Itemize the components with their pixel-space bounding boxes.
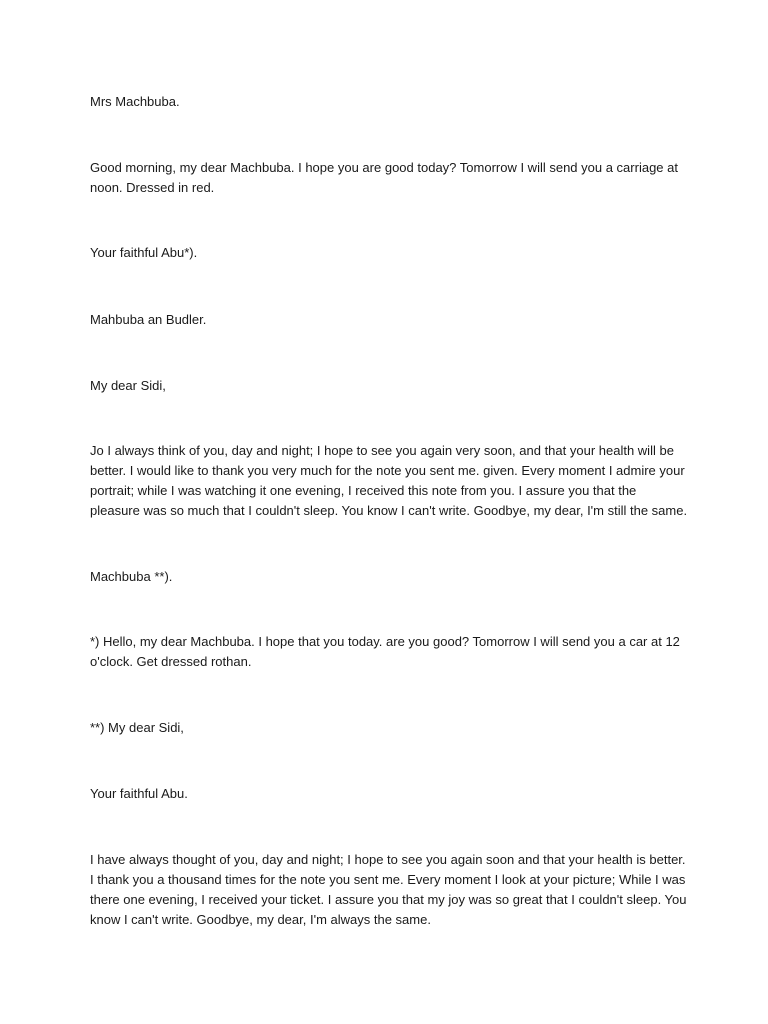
text-line: Good morning, my dear Machbuba. I hope you are good today? Tomorrow I will send you a carriage at <box>90 160 678 175</box>
footnote-double-asterisk <box>90 718 690 738</box>
paragraph-translation-body <box>90 850 690 930</box>
text-line: I have always thought of you, day and night; I hope to see you again soon and that your health is better. <box>90 852 686 867</box>
text-line: Mrs Machbuba. <box>90 94 180 109</box>
text-line: know I can't write. Goodbye, my dear, I'm always the same. <box>90 912 431 927</box>
text-line: pleasure was so much that I couldn't sleep. You know I can't write. Goodbye, my dear, I'm still the same. <box>90 503 688 518</box>
heading-mahbuba-an-budler <box>90 310 690 330</box>
text-line: *) Hello, my dear Machbuba. I hope that you today. are you good? Tomorrow I will send you a car at 12 <box>90 634 680 649</box>
signature-faithful-abu <box>90 784 690 804</box>
text-line: Your faithful Abu. <box>90 786 188 801</box>
text-line: My dear Sidi, <box>90 378 166 393</box>
signature-machbuba <box>90 567 690 587</box>
salutation-mrs-machbuba <box>90 92 690 112</box>
text-line: noon. Dressed in red. <box>90 180 215 195</box>
text-line: **) My dear Sidi, <box>90 720 184 735</box>
text-line: there one evening, I received your ticket. I assure you that my joy was so great that I couldn't sleep. You <box>90 892 687 907</box>
text-line: I thank you a thousand times for the note you sent me. Every moment I look at your picture; While I was <box>90 872 686 887</box>
text-line: Mahbuba an Budler. <box>90 312 207 327</box>
footnote-single-asterisk <box>90 632 690 672</box>
text-line: better. I would like to thank you very much for the note you sent me. given. Every moment I admire your <box>90 463 685 478</box>
paragraph-good-morning <box>90 158 690 198</box>
text-line: Your faithful Abu*). <box>90 245 198 260</box>
text-line: o'clock. Get dressed rothan. <box>90 654 252 669</box>
salutation-my-dear-sidi <box>90 376 690 396</box>
paragraph-letter-body <box>90 441 690 521</box>
text-line: Machbuba **). <box>90 569 173 584</box>
signature-faithful-abu-footnoted <box>90 243 690 263</box>
text-line: portrait; while I was watching it one evening, I received this note from you. I assure you that the <box>90 483 637 498</box>
text-line: Jo I always think of you, day and night; I hope to see you again very soon, and that your health will be <box>90 443 674 458</box>
